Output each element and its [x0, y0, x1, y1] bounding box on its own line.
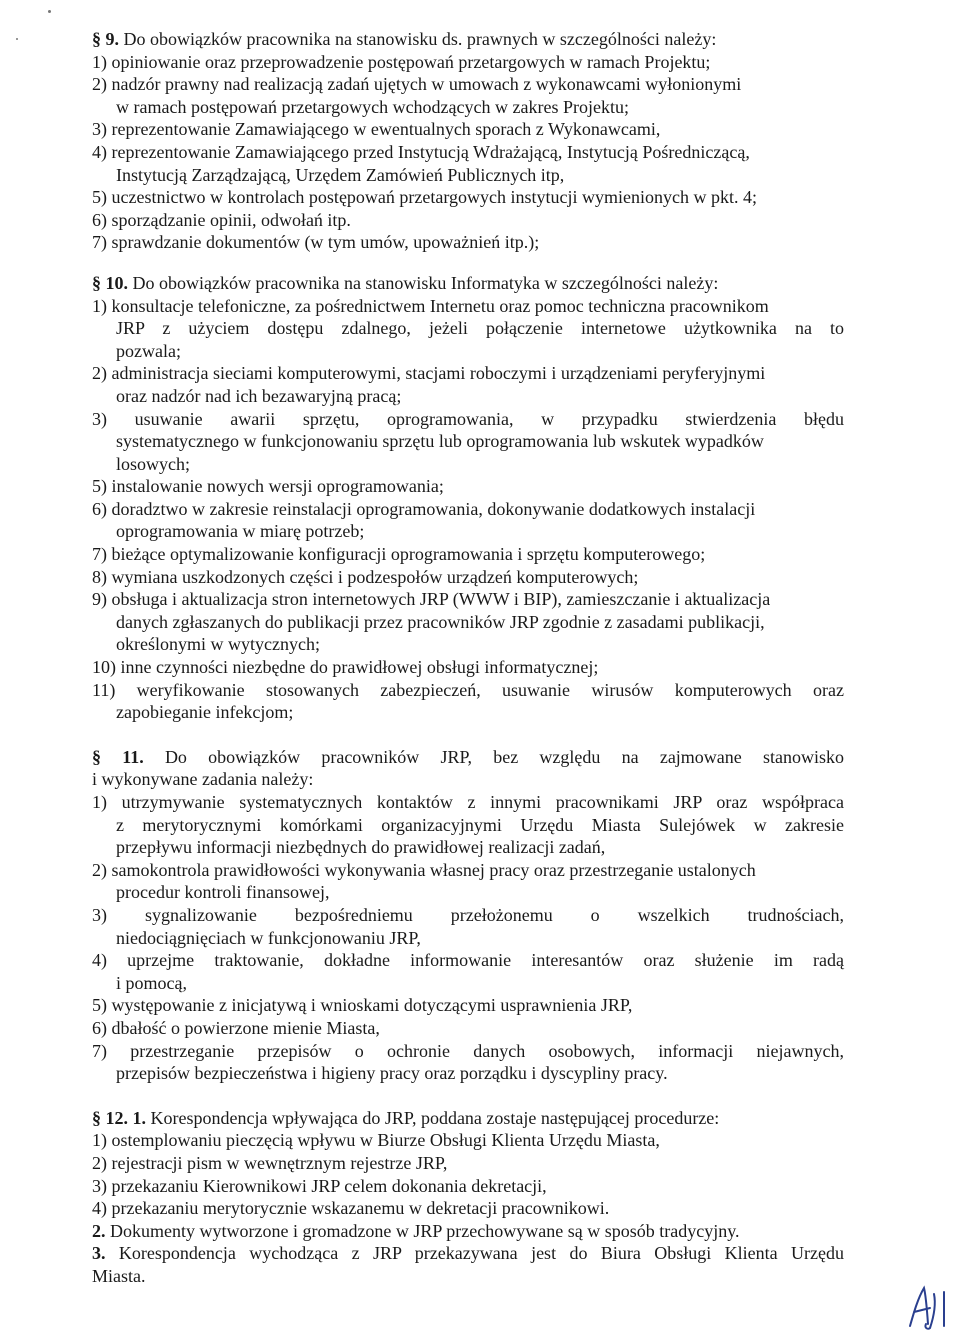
spacer: [92, 724, 844, 746]
list-item-continuation: pozwala;: [116, 340, 181, 361]
list-item-continuation: Instytucją Zarządzającą, Urzędem Zamówień Publicznych itp,: [116, 164, 565, 185]
list-item: 2) administracja sieciami komputerowymi, stacjami roboczymi i urządzeniami peryferyjnymi: [92, 363, 766, 384]
list-item: 5) instalowanie nowych wersji oprogramowania;: [92, 476, 444, 497]
scan-speck: [48, 10, 51, 13]
list-item-continuation: zapobieganie infekcjom;: [116, 702, 294, 723]
section-12: [92, 1107, 844, 1288]
list-item: 7) bieżące optymalizowanie konfiguracji oprogramowania i sprzętu komputerowego;: [92, 544, 706, 565]
list-item-continuation: procedur kontroli finansowej,: [116, 882, 330, 903]
list-item-continuation: z merytorycznymi komórkami organizacyjnymi Urzędu Miasta Sulejówek w zakresie: [116, 814, 844, 835]
document-page: [92, 28, 844, 1287]
list-item: 7) sprawdzanie dokumentów (w tym umów, upoważnień itp.);: [92, 232, 540, 253]
paragraph-3: [92, 1242, 844, 1265]
list-item: 6) sporządzanie opinii, odwołań itp.: [92, 209, 351, 230]
list-item: 1) opiniowanie oraz przeprowadzenie postępowań przetargowych w ramach Projektu;: [92, 51, 711, 72]
section-number: § 12. 1.: [92, 1107, 146, 1128]
list-item-continuation: przepływu informacji niezbędnych do prawidłowej realizacji zadań,: [116, 837, 606, 858]
list-item: 3) reprezentowanie Zamawiającego w ewentualnych sporach z Wykonawcami,: [92, 119, 661, 140]
handwritten-initials: [904, 1282, 954, 1332]
list-item-continuation: oraz nadzór nad ich bezawaryjną pracą;: [116, 385, 402, 406]
list-item-continuation: danych zgłaszanych do publikacji przez pracowników JRP zgodnie z zasadami publikacji,: [116, 611, 765, 632]
list-item: 6) doradztwo w zakresie reinstalacji oprogramowania, dokonywanie dodatkowych instalacji: [92, 498, 756, 519]
paragraph-3-continuation: Miasta.: [92, 1265, 146, 1286]
section-12-heading: [92, 1107, 844, 1130]
section-10: [92, 272, 844, 724]
section-number: § 11.: [92, 746, 144, 767]
spacer: [92, 254, 844, 272]
list-item: 5) uczestnictwo w kontrolach postępowań przetargowych instytucji wymienionych w pkt. 4;: [92, 187, 758, 208]
list-item-continuation: systematycznego w funkcjonowaniu sprzętu lub oprogramowania lub wskutek wypadków: [116, 431, 764, 452]
list-item: 4) uprzejme traktowanie, dokładne informowanie interesantów oraz służenie im radą: [92, 950, 844, 971]
section-number: § 9.: [92, 29, 119, 49]
list-item-continuation: JRP z użyciem dostępu zdalnego, jeżeli połączenie internetowe użytkownika na to: [116, 318, 844, 339]
list-item: 7) przestrzeganie przepisów o ochronie danych osobowych, informacji niejawnych,: [92, 1040, 844, 1061]
paragraph-number: 3.: [92, 1243, 106, 1264]
list-item: 1) utrzymywanie systematycznych kontaktów z innymi pracownikami JRP oraz współpraca: [92, 792, 844, 812]
list-item-continuation: i pomocą,: [116, 972, 187, 993]
list-item: 2) nadzór prawny nad realizacją zadań ujętych w umowach z wykonawcami wyłonionymi: [92, 74, 742, 95]
list-item: 11) weryfikowanie stosowanych zabezpieczeń, usuwanie wirusów komputerowych oraz: [92, 679, 844, 700]
section-heading-continuation: i wykonywane zadania należy:: [92, 769, 314, 790]
list-item: 1) konsultacje telefoniczne, za pośrednictwem Internetu oraz pomoc techniczna pracownikom: [92, 295, 769, 316]
spacer: [92, 1085, 844, 1107]
section-heading-text: Do obowiązków pracowników JRP, bez względu na zajmowane stanowisko: [164, 746, 844, 767]
list-item-continuation: oprogramowania w miarę potrzeb;: [116, 521, 365, 542]
list-item-continuation: losowych;: [116, 453, 190, 474]
list-item: 3) sygnalizowanie bezpośredniemu przełożonemu o wszelkich trudnościach,: [92, 904, 844, 925]
paragraph-2: [92, 1220, 844, 1243]
list-item: 8) wymiana uszkodzonych części i podzespołów urządzeń komputerowych;: [92, 566, 639, 587]
list-item: 6) dbałość o powierzone mienie Miasta,: [92, 1017, 380, 1038]
list-item: 1) ostemplowaniu pieczęcią wpływu w Biurze Obsługi Klienta Urzędu Miasta,: [92, 1130, 660, 1151]
paragraph-text: Dokumenty wytworzone i gromadzone w JRP przechowywane są w sposób tradycyjny.: [110, 1220, 740, 1241]
scan-speck: [16, 38, 18, 40]
list-item: 4) przekazaniu merytorycznie wskazanemu w dekretacji pracownikowi.: [92, 1198, 610, 1219]
paragraph-number: 2.: [92, 1220, 106, 1241]
list-item-continuation: określonymi w wytycznych;: [116, 634, 320, 655]
list-item: 9) obsługa i aktualizacja stron internetowych JRP (WWW i BIP), zamieszczanie i aktualizacja: [92, 589, 771, 610]
section-11: [92, 746, 844, 1085]
section-heading-text: Do obowiązków pracownika na stanowisku ds. prawnych w szczególności należy:: [123, 29, 717, 49]
section-number: § 10.: [92, 272, 128, 293]
list-item: 3) usuwanie awarii sprzętu, oprogramowania, w przypadku stwierdzenia błędu: [92, 408, 844, 429]
list-item: 3) przekazaniu Kierownikowi JRP celem dokonania dekretacji,: [92, 1175, 547, 1196]
section-11-heading: [92, 746, 844, 769]
section-heading-text: Korespondencja wpływająca do JRP, poddana zostaje następującej procedurze:: [150, 1107, 720, 1128]
list-item-continuation: przepisów bezpieczeństwa i higieny pracy oraz porządku i dyscypliny pracy.: [116, 1063, 668, 1084]
list-item: 4) reprezentowanie Zamawiającego przed Instytucją Wdrażającą, Instytucją Pośredniczącą,: [92, 141, 750, 162]
list-item: 10) inne czynności niezbędne do prawidłowej obsługi informatycznej;: [92, 657, 599, 678]
section-9-heading: [92, 28, 844, 51]
paragraph-text: Korespondencja wychodząca z JRP przekazywana jest do Biura Obsługi Klienta Urzędu: [118, 1243, 845, 1264]
list-item-continuation: niedociągnięciach w funkcjonowaniu JRP,: [116, 927, 421, 948]
list-item: 2) samokontrola prawidłowości wykonywania własnej pracy oraz przestrzeganie ustalonych: [92, 859, 756, 880]
list-item-continuation: w ramach postępowań przetargowych wchodzących w zakres Projektu;: [116, 96, 629, 117]
list-item: 5) występowanie z inicjatywą i wnioskami dotyczącymi usprawnienia JRP,: [92, 995, 633, 1016]
section-heading-text: Do obowiązków pracownika na stanowisku Informatyka w szczególności należy:: [132, 272, 719, 293]
section-10-heading: [92, 272, 844, 295]
section-9: [92, 28, 844, 254]
list-item: 2) rejestracji pism w wewnętrznym rejestrze JRP,: [92, 1152, 448, 1173]
